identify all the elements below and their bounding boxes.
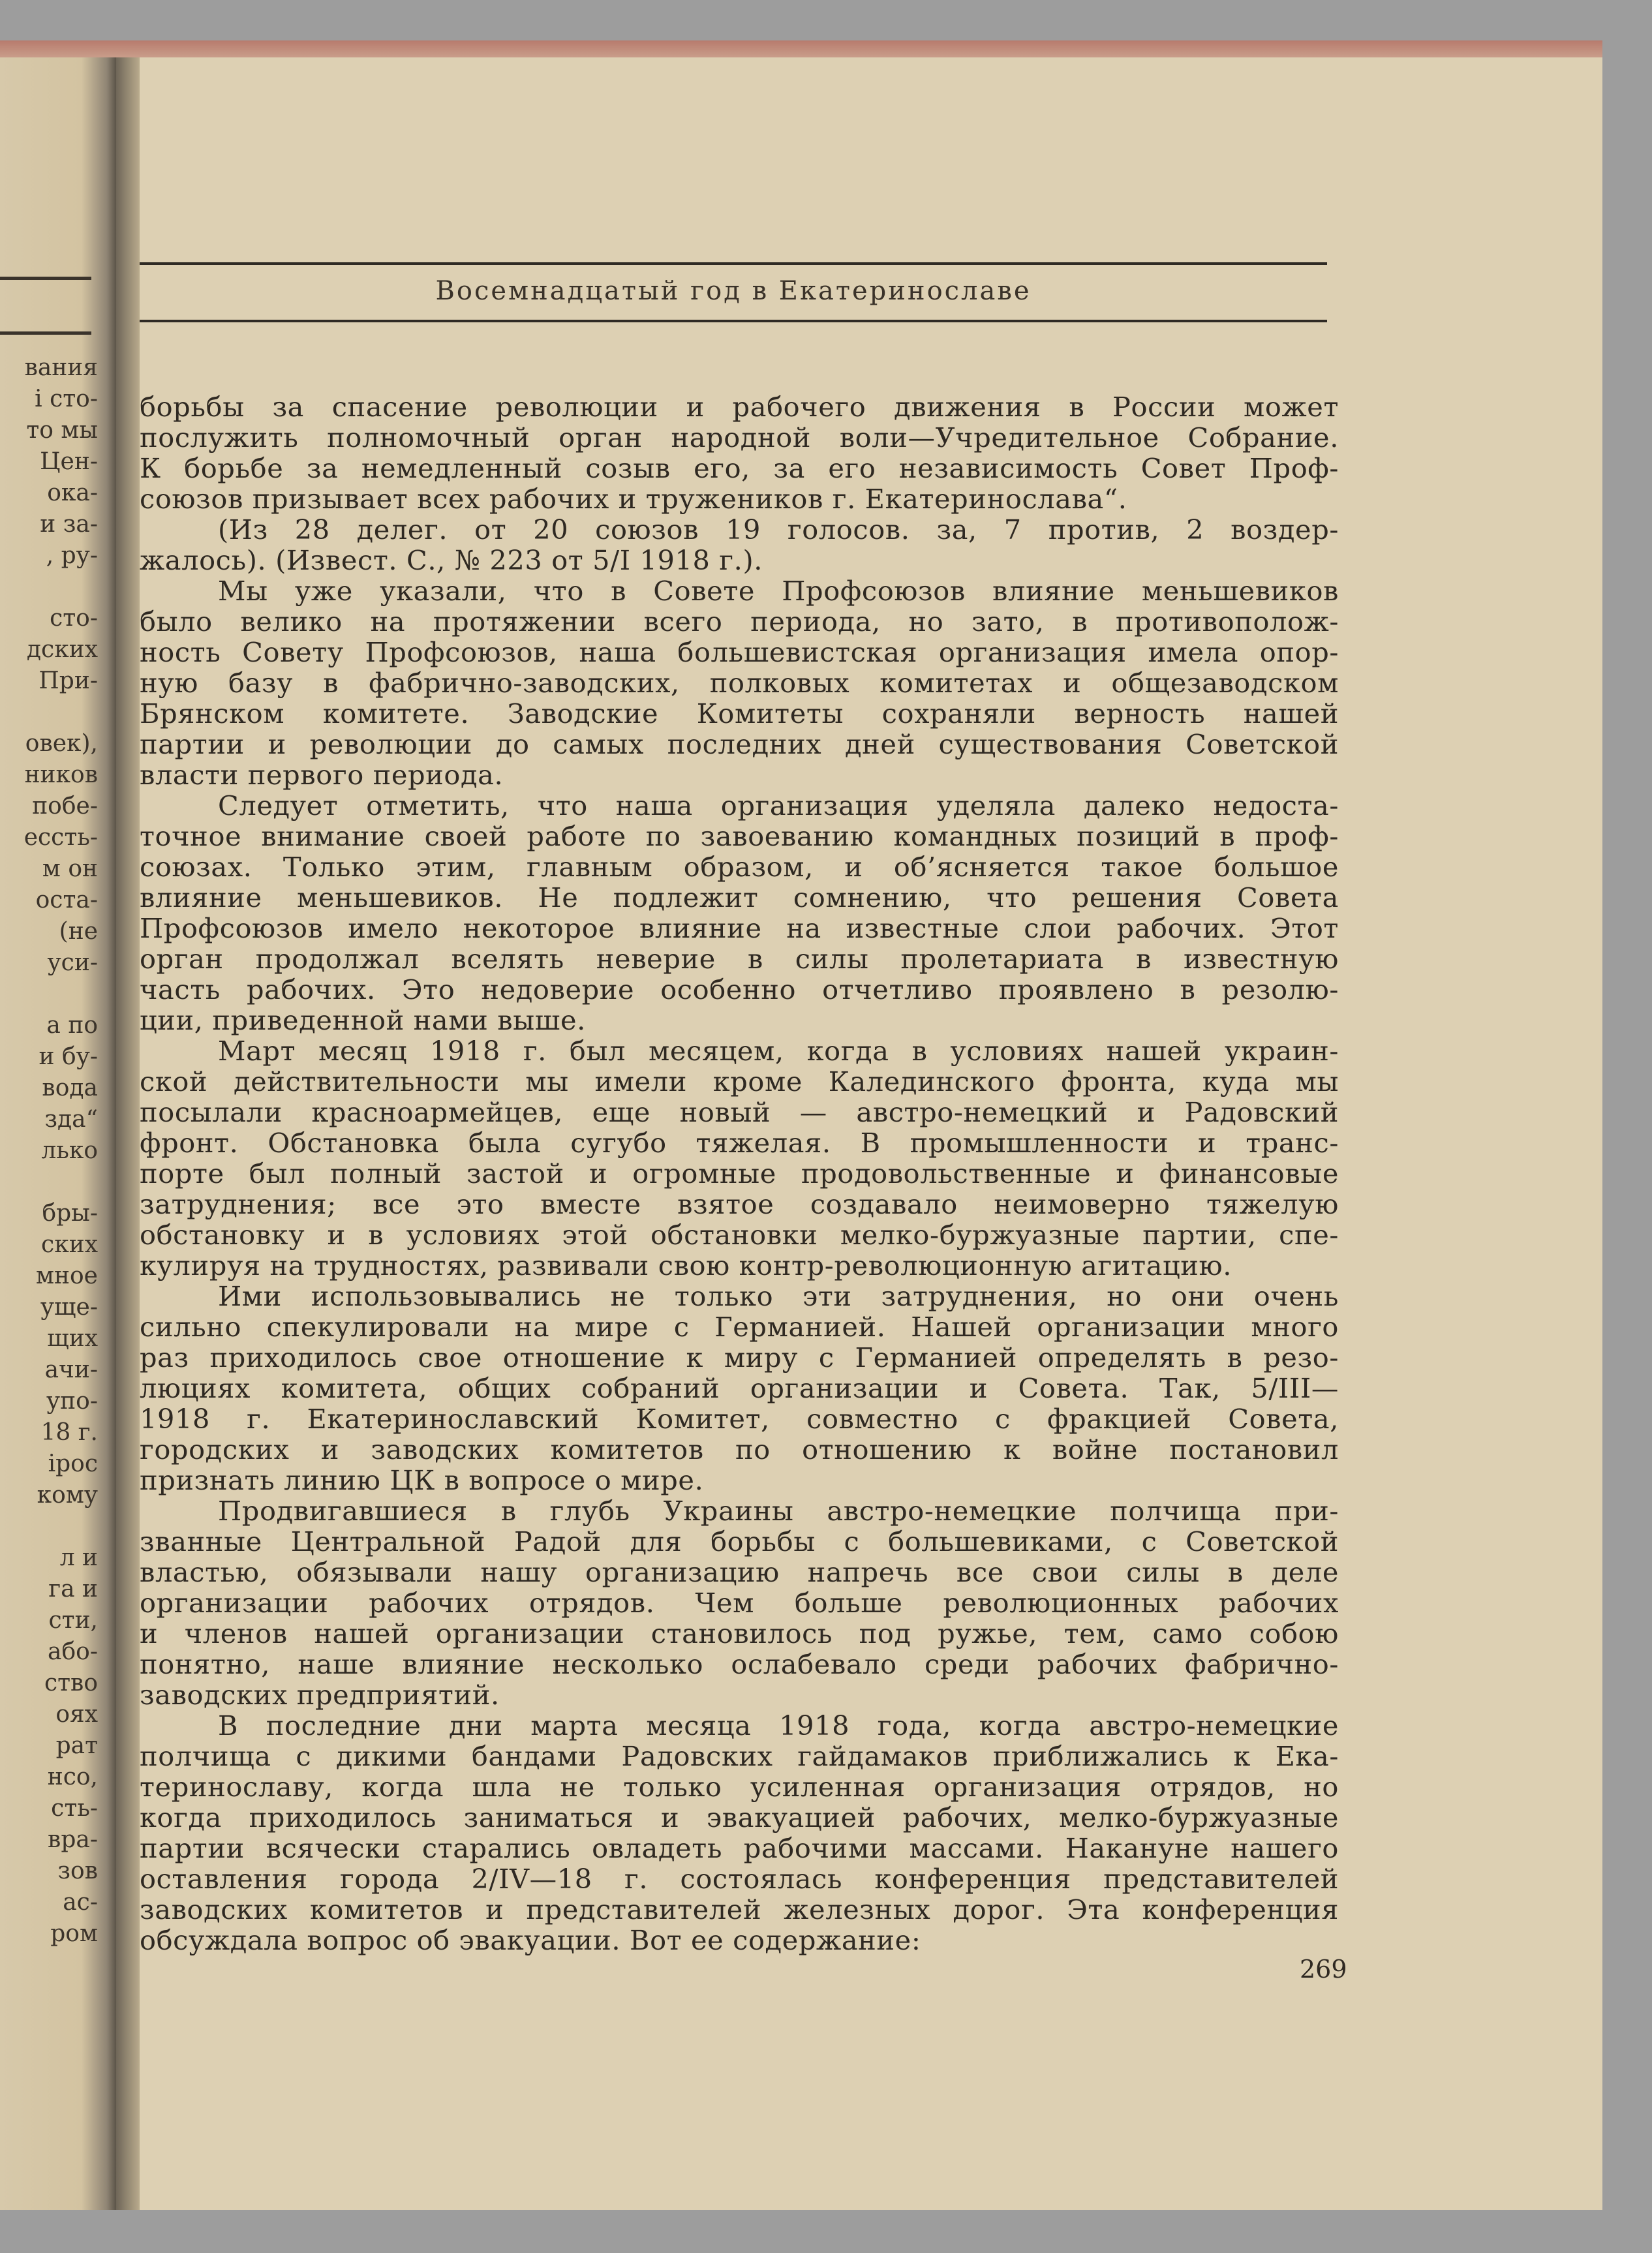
text-line: партии всячески старались овладеть рабочими массами. Накануне нашего: [140, 1832, 1339, 1864]
header-rule-bottom: [140, 320, 1327, 322]
left-page-line: ачи-: [44, 1356, 98, 1383]
text-line: властью, обязывали нашу организацию напречь все свои силы в деле: [140, 1556, 1339, 1588]
left-page-line: (не: [59, 918, 98, 945]
left-page-line: , ру-: [46, 542, 98, 569]
text-line: Следует отметить, что наша организация уделяла далеко недоста-: [218, 789, 1339, 821]
left-page-line: Цен-: [40, 448, 98, 475]
left-page-line: нсо,: [47, 1764, 98, 1790]
text-line: точное внимание своей работе по завоеванию командных позиций в проф-: [140, 820, 1339, 852]
left-page-line: ром: [50, 1920, 98, 1947]
text-line: фронт. Обстановка была сугубо тяжелая. В промышленности и транс-: [140, 1127, 1339, 1159]
text-line: жалось). (Извест. С., № 223 от 5/І 1918 г.).: [140, 544, 763, 576]
left-page-line: бры-: [42, 1200, 98, 1227]
text-line: ции, приведенной нами выше.: [140, 1004, 586, 1036]
left-page-line: вания: [24, 354, 98, 381]
text-line: партии и революции до самых последних дней существования Советской: [140, 728, 1339, 760]
left-page-line: побе-: [32, 793, 98, 820]
text-line: оставления города 2/IV—18 г. состоялась конференция представителей: [140, 1863, 1339, 1895]
left-page-line: [0, 572, 98, 603]
left-page-line: вра-: [48, 1826, 98, 1853]
text-line: Профсоюзов имело некоторое влияние на известные слои рабочих. Этот: [140, 912, 1339, 944]
left-page-rule: [0, 277, 91, 280]
text-line: (Из 28 делег. от 20 союзов 19 голосов. за, 7 против, 2 воздер-: [218, 513, 1339, 545]
left-page-line: ока-: [47, 480, 98, 506]
left-page-line: ірос: [48, 1450, 98, 1477]
left-page-line: оста-: [35, 887, 98, 913]
text-line: городских и заводских комитетов по отношению к войне постановил: [140, 1433, 1339, 1465]
left-page-line: [0, 1511, 98, 1542]
left-page-line: щих: [47, 1325, 98, 1352]
text-line: Ими использовывались не только эти затруднения, но они очень: [218, 1280, 1339, 1312]
left-page-line: то мы: [26, 417, 98, 444]
left-page-line: мное: [36, 1263, 98, 1289]
text-line: затруднения; все это вместе взятое создавало неимоверно тяжелую: [140, 1188, 1339, 1220]
left-page-line: 18 г.: [40, 1419, 98, 1446]
left-page-line: и за-: [40, 511, 98, 538]
left-page-line: [0, 1167, 98, 1198]
main-page: [140, 57, 1602, 2210]
book-spine-shadow: [116, 57, 140, 2210]
left-page-line: сть-: [51, 1795, 98, 1822]
left-page-line: упо-: [46, 1388, 98, 1415]
text-line: К борьбе за немедленный созыв его, за его независимость Совет Проф-: [140, 452, 1339, 484]
text-line: обстановку и в условиях этой обстановки мелко-буржуазные партии, спе-: [140, 1219, 1339, 1251]
left-page-line: уще-: [40, 1294, 98, 1321]
left-page-line: ников: [24, 761, 98, 788]
left-page-line: рат: [55, 1732, 98, 1759]
text-line: 1918 г. Екатеринославский Комитет, совместно с фракцией Совета,: [140, 1403, 1339, 1435]
text-line: союзах. Только этим, главным образом, и об’ясняется такое большое: [140, 851, 1339, 883]
left-page-line: уси-: [47, 949, 98, 976]
text-line: влияние меньшевиков. Не подлежит сомнению, что решения Совета: [140, 881, 1339, 913]
left-page-line: ских: [41, 1231, 98, 1258]
text-line: люциях комитета, общих собраний организации и Совета. Так, 5/ІІІ—: [140, 1372, 1339, 1404]
text-line: послужить полномочный орган народной воли—Учредительное Собрание.: [140, 421, 1339, 453]
text-line: порте был полный застой и огромные продовольственные и финансовые: [140, 1157, 1339, 1189]
left-page-rule: [0, 331, 91, 335]
text-line: Мы уже указали, что в Совете Профсоюзов влияние меньшевиков: [218, 575, 1339, 607]
left-page-line: або-: [48, 1638, 98, 1665]
left-page-line: оях: [55, 1701, 98, 1728]
text-line: организации рабочих отрядов. Чем больше революционных рабочих: [140, 1587, 1339, 1619]
text-line: орган продолжал вселять неверие в силы пролетариата в известную: [140, 943, 1339, 975]
text-line: ную базу в фабрично-заводских, полковых комитетах и общезаводском: [140, 667, 1339, 699]
left-page-line: овек),: [25, 730, 98, 757]
text-line: борьбы за спасение революции и рабочего движения в России может: [140, 391, 1339, 423]
running-head: Восемнадцатый год в Екатеринославе: [435, 276, 1032, 306]
text-line: В последние дни марта месяца 1918 года, когда австро-немецкие: [218, 1709, 1339, 1741]
text-line: ность Совету Профсоюзов, наша большевистская организация имела опор-: [140, 636, 1339, 668]
text-line: теринославу, когда шла не только усиленная организация отрядов, но: [140, 1771, 1339, 1803]
left-page-line: дских: [26, 636, 98, 663]
left-page-line: сти,: [48, 1607, 98, 1634]
left-page-line: При-: [38, 667, 98, 694]
scanned-spread: [0, 40, 1602, 2210]
text-line: кулируя на трудностях, развивали свою контр-революционную агитацию.: [140, 1249, 1232, 1281]
text-line: обсуждала вопрос об эвакуации. Вот ее содержание:: [140, 1924, 921, 1956]
left-page-line: і сто-: [35, 386, 98, 412]
left-page-line: сто-: [50, 605, 98, 632]
left-page-line: и бу-: [38, 1043, 98, 1070]
left-page-line: ас-: [63, 1889, 98, 1916]
header-rule-top: [140, 262, 1327, 265]
left-page-line: зов: [57, 1858, 98, 1884]
left-page-line: вода: [42, 1075, 98, 1101]
page-number: 269: [1300, 1955, 1347, 1984]
left-page-fragment: [0, 57, 116, 2210]
text-line: Брянском комитете. Заводские Комитеты сохраняли верность нашей: [140, 697, 1339, 729]
text-line: союзов призывает всех рабочих и тружеников г. Екатеринослава“.: [140, 483, 1127, 515]
text-line: власти первого периода.: [140, 759, 504, 791]
left-page-line: а по: [46, 1012, 98, 1039]
left-page-line: кому: [37, 1482, 98, 1509]
text-line: сильно спекулировали на мире с Германией. Нашей организации много: [140, 1311, 1339, 1343]
left-page-line: [0, 697, 98, 728]
left-page-line: зда“: [44, 1106, 98, 1133]
text-line: полчища с дикими бандами Радовских гайдамаков приближались к Ека-: [140, 1740, 1339, 1772]
text-line: признать линию ЦК в вопросе о мире.: [140, 1464, 704, 1496]
left-page-line: [0, 979, 98, 1010]
text-line: заводских комитетов и представителей железных дорог. Эта конференция: [140, 1893, 1339, 1925]
text-line: часть рабочих. Это недоверие особенно отчетливо проявлено в резолю-: [140, 973, 1339, 1005]
left-page-line: л и: [59, 1544, 98, 1571]
page-edge-strip: [0, 40, 1602, 57]
text-line: когда приходилось заниматься и эвакуацией рабочих, мелко-буржуазные: [140, 1801, 1339, 1833]
text-line: раз приходилось свое отношение к миру с Германией определять в резо-: [140, 1341, 1339, 1373]
text-line: Продвигавшиеся в глубь Украины австро-немецкие полчища при-: [218, 1495, 1339, 1527]
text-line: Март месяц 1918 г. был месяцем, когда в условиях нашей украин-: [218, 1035, 1339, 1067]
text-line: заводских предприятий.: [140, 1679, 500, 1711]
text-line: и членов нашей организации становилось под ружье, тем, само собою: [140, 1617, 1339, 1649]
left-page-line: м он: [42, 855, 98, 882]
left-page-line: ство: [44, 1670, 98, 1696]
left-page-line: га и: [48, 1576, 98, 1602]
text-line: званные Центральной Радой для борьбы с большевиками, с Советской: [140, 1525, 1339, 1557]
text-line: ской действительности мы имели кроме Калединского фронта, куда мы: [140, 1065, 1339, 1097]
left-page-text: [0, 352, 98, 1950]
text-line: посылали красноармейцев, еще новый — австро-немецкий и Радовский: [140, 1096, 1339, 1128]
text-line: понятно, наше влияние несколько ослабевало среди рабочих фабрично-: [140, 1648, 1339, 1680]
text-line: было велико на протяжении всего периода, но зато, в противополож-: [140, 605, 1339, 637]
left-page-line: лько: [41, 1137, 98, 1164]
body-text: [140, 391, 1339, 1955]
left-page-line: ессть-: [23, 824, 98, 851]
